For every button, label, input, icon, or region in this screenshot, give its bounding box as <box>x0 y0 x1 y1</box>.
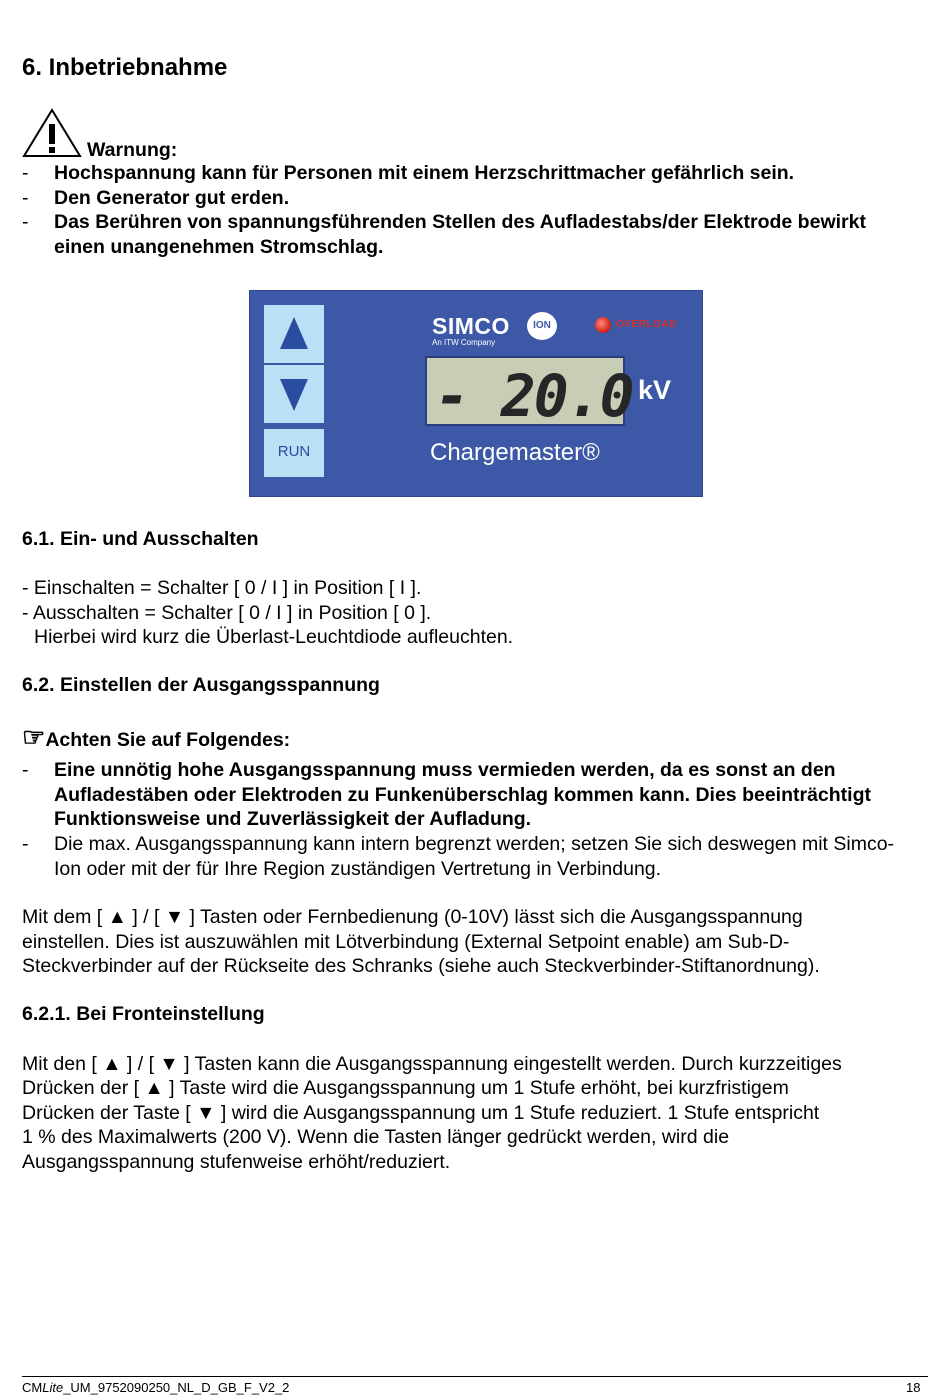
lcd-display <box>425 356 633 430</box>
unit-label: kV <box>638 375 672 405</box>
overload-label: OVERLOAD <box>616 319 677 330</box>
s621-paragraph-line: Mit den [ ▲ ] / [ ▼ ] Tasten kann die Ausgangsspannung eingestellt werden. Durch kurzzeitiges <box>22 1053 842 1075</box>
overload-led-icon <box>595 317 611 333</box>
warning-item: - Den Generator gut erden. <box>22 187 290 209</box>
section-6-2-1-title: 6.2.1. Bei Fronteinstellung <box>22 1003 265 1025</box>
run-label: RUN <box>277 443 311 460</box>
run-key <box>264 429 324 477</box>
section-6-2-title: 6.2. Einstellen der Ausgangsspannung <box>22 674 380 696</box>
s621-paragraph-line: Drücken der Taste [ ▼ ] wird die Ausgangsspannung um 1 Stufe reduziert. 1 Stufe entspricht <box>22 1102 820 1124</box>
up-arrow-icon <box>264 305 324 363</box>
warning-icon <box>22 108 82 158</box>
logo-subtitle: An ITW Company <box>432 338 496 347</box>
s62-paragraph-line: Steckverbinder auf der Rückseite des Schranks (siehe auch Steckverbinder-Stiftanordnung). <box>22 955 820 977</box>
chargemaster-panel-image <box>249 290 703 497</box>
note-item: - Die max. Ausgangsspannung kann intern begrenzt werden; setzen Sie sich deswegen mit Simco-Ion oder mit der für Ihre Region zuständigen Vertretung in Verbindung. <box>22 833 895 880</box>
s621-paragraph-line: 1 % des Maximalwerts (200 V). Wenn die Tasten länger gedrückt werden, wird die <box>22 1126 730 1148</box>
page-number: 18 <box>906 1380 921 1395</box>
note-item: - Eine unnötig hohe Ausgangsspannung muss vermieden werden, da es sonst an den Aufladestäben oder Elektroden zu Funkenüberschlag kommen kann. Dies beeinträchtigt Funktionsweise und Zuverlässigkeit der Aufladung. <box>22 759 872 830</box>
s621-paragraph-line: Drücken der [ ▲ ] Taste wird die Ausgangsspannung um 1 Stufe erhöht, bei kurzfristigem <box>22 1077 789 1099</box>
s61-line: - Ausschalten = Schalter [ 0 / I ] in Position [ 0 ]. <box>22 602 432 624</box>
section-title: 6. Inbetriebnahme <box>22 54 228 81</box>
pointing-hand-icon: ☞ <box>22 722 46 752</box>
note-header <box>22 722 290 753</box>
down-arrow-icon <box>264 365 324 423</box>
warning-label: Warnung: <box>87 139 178 161</box>
note-label: Achten Sie auf Folgendes: <box>45 729 291 751</box>
s62-paragraph-line: Mit dem [ ▲ ] / [ ▼ ] Tasten oder Fernbedienung (0-10V) lässt sich die Ausgangsspannung <box>22 906 803 928</box>
footer-divider <box>22 1376 928 1377</box>
simco-logo: SIMCO <box>432 313 510 339</box>
up-key <box>264 305 324 363</box>
brand-label: Chargemaster® <box>430 439 600 466</box>
s61-line: Hierbei wird kurz die Überlast-Leuchtdiode aufleuchten. <box>34 626 514 648</box>
s62-paragraph-line: einstellen. Dies ist auszuwählen mit Lötverbindung (External Setpoint enable) am Sub-D- <box>22 931 790 953</box>
warning-item: - Das Berühren von spannungsführenden Stellen des Aufladestabs/der Elektrode bewirkt einen unangenehmen Stromschlag. <box>22 211 866 258</box>
warning-item: - Hochspannung kann für Personen mit einem Herzschrittmacher gefährlich sein. <box>22 162 795 184</box>
s61-line: - Einschalten = Schalter [ 0 / I ] in Position [ I ]. <box>22 577 422 599</box>
section-6-1-title: 6.1. Ein- und Ausschalten <box>22 528 259 550</box>
s621-paragraph-line: Ausgangsspannung stufenweise erhöht/reduziert. <box>22 1151 451 1173</box>
ion-logo: ION <box>527 312 557 340</box>
lcd-value: - 20.0 <box>435 362 633 430</box>
down-key <box>264 365 324 423</box>
footer-doc-id: CMLite_UM_9752090250_NL_D_GB_F_V2_2 <box>22 1380 290 1395</box>
